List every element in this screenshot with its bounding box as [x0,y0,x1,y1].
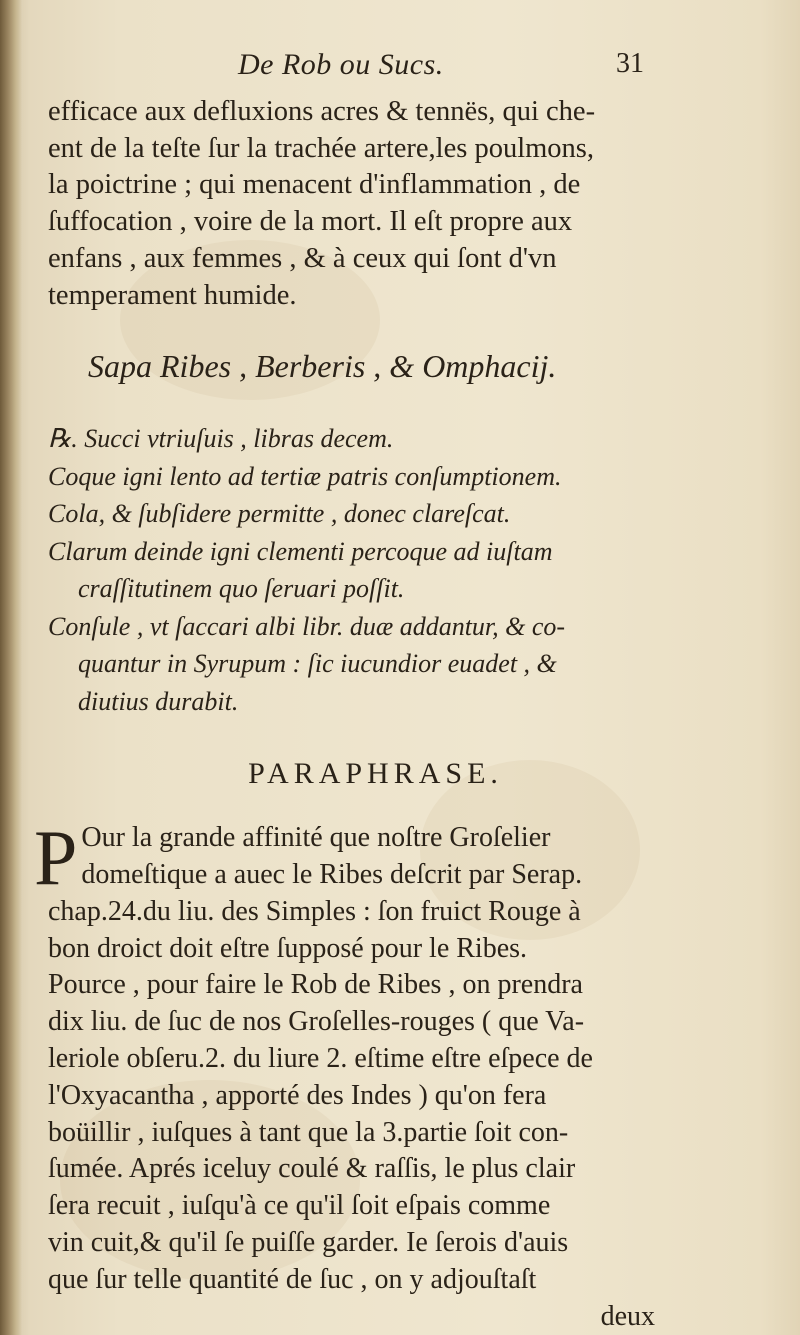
recipe-line: Coque igni lento ad tertiæ patris conſumptionem. [48,461,562,491]
section-heading: PARAPHRASE. [248,757,503,791]
text-line: l'Oxyacantha , apporté des Indes ) qu'on fera [48,1079,547,1111]
text-line: leriole obſeru.2. du liure 2. eſtime eſtre eſpece de [48,1043,593,1074]
text-line: domeſtique a auec le Ribes deſcrit par Serap. [81,859,583,891]
text-line: enfans , aux femmes , & à ceux qui ſont d'vn [48,242,557,274]
text-line: ent de la teſte ſur la trachée artere,les poulmons, [48,132,595,164]
text-line: vin cuit,& qu'il ſe puiſſe garder. Ie ſerois d'auis [48,1226,569,1258]
recipe-line: Conſule , vt ſaccari albi libr. duæ addantur, & co- [48,611,566,641]
running-head-title: De Rob ou Sucs. [238,48,444,81]
text-line: la poictrine ; qui menacent d'inflammation , de [48,169,581,201]
text-line: ſumée. Aprés iceluy coulé & raſſis, le plus clair [48,1153,576,1185]
page-gutter-shadow [0,0,22,1335]
recipe-line: ℞. Succi vtriuſuis , libras decem. [48,424,394,454]
text-line: que ſur telle quantité de ſuc , on y adjouſtaſt [48,1263,537,1295]
recipe-title: Sapa Ribes , Berberis , & Omphacij. [88,348,557,385]
text-line: ſera recuit , iuſqu'à ce qu'il ſoit eſpais comme [48,1190,551,1222]
recipe-text [48,420,663,720]
drop-cap: P [34,814,78,902]
recipe-line: quantur in Syrupum : ſic iucundior euadet , & [78,649,557,679]
recipe-line: craſſitutinem quo ſeruari poſſit. [78,574,405,604]
text-line: Our la grande affinité que noſtre Groſelier [81,822,551,854]
running-head [48,28,663,94]
text-line: chap.24.du liu. des Simples : ſon fruict Rouge à [48,895,581,927]
recipe-line: Clarum deinde igni clementi percoque ad iuſtam [48,536,553,566]
page-number: 31 [616,48,644,79]
recipe-line: diutius durabit. [78,686,239,716]
text-line: ſuffocation , voire de la mort. Il eſt propre aux [48,206,573,238]
recipe-line: Cola, & ſubſidere permitte , donec clareſcat. [48,499,511,529]
catchword: deux [600,1300,655,1332]
text-line: bon droict doit eſtre ſupposé pour le Ribes. [48,932,528,964]
intro-paragraph [48,94,663,314]
text-line: efficace aux defluxions acres & tennës, qui che- [48,96,596,127]
text-line: boüillir , iuſques à tant que la 3.partie ſoit con- [48,1116,569,1148]
text-line: Pource , pour faire le Rob de Ribes , on prendra [48,969,583,1001]
text-line: dix liu. de ſuc de nos Groſelles-rouges ( que Va- [48,1006,585,1038]
paraphrase-paragraph [34,814,663,1335]
text-line: temperament humide. [48,279,297,311]
text-block [34,28,663,1335]
